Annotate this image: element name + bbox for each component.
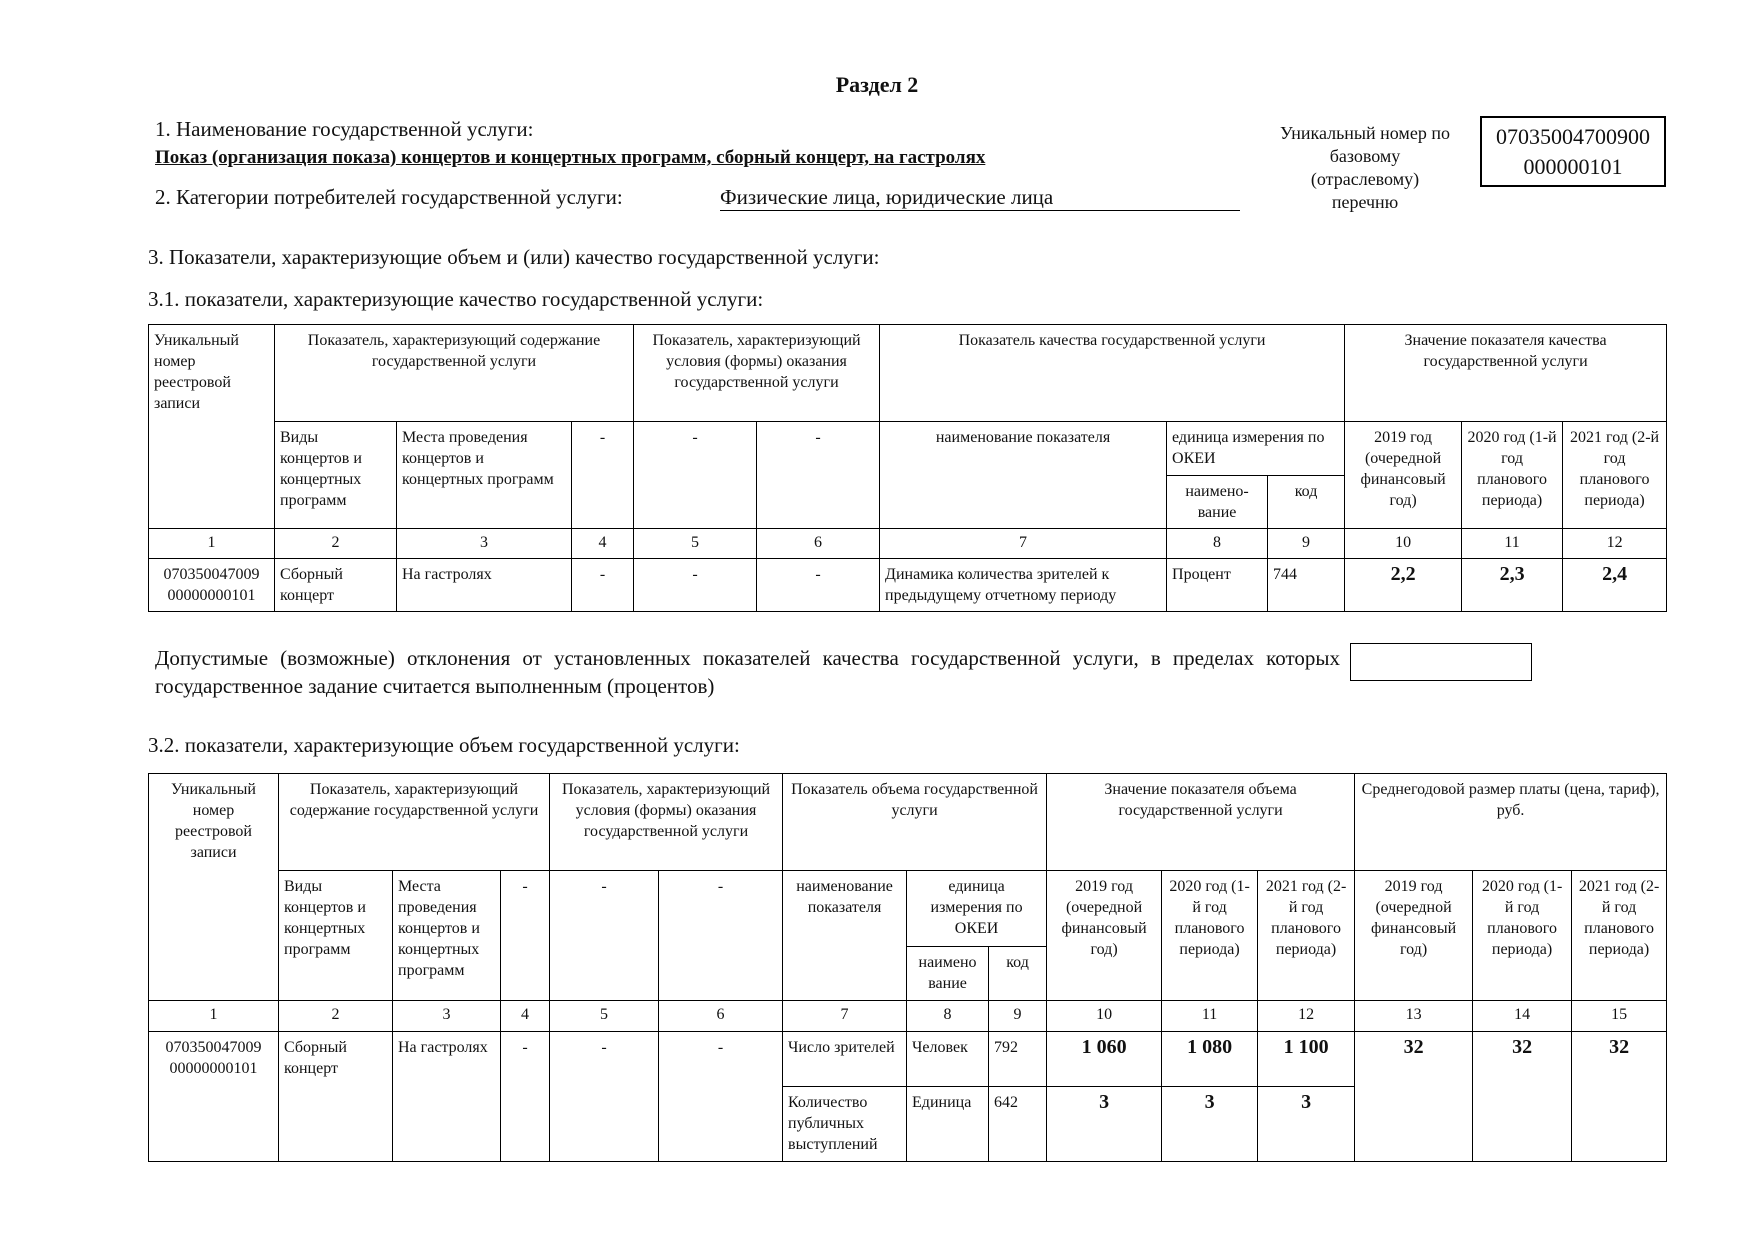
v-colnum-row xyxy=(149,1001,1667,1032)
v-colnum: 7 xyxy=(783,1001,907,1032)
v-colnum: 15 xyxy=(1572,1001,1667,1032)
v-sub-price-2020: 2020 год (1-й год планового периода) xyxy=(1473,871,1572,1001)
v-h-unique: Уникальный номер реестровой записи xyxy=(149,774,279,1001)
v-row-id: 070350047009 00000000101 xyxy=(149,1032,279,1162)
q-row-d5: - xyxy=(634,559,757,612)
v-h-price: Среднегодовой размер платы (цена, тариф), руб. xyxy=(1355,774,1667,871)
v-colnum: 10 xyxy=(1047,1001,1162,1032)
q-sub-unit: единица измерения по ОКЕИ xyxy=(1167,422,1345,476)
q-colnum-row xyxy=(149,529,1667,559)
v-row-p2020: 32 xyxy=(1473,1032,1572,1162)
q-h-unique: Уникальный номер реестровой записи xyxy=(149,325,275,529)
q-colnum: 2 xyxy=(275,529,397,559)
consumers-label: 2. Категории потребителей государственной услуги: xyxy=(155,185,623,209)
v-colnum: 1 xyxy=(149,1001,279,1032)
q-row-code: 744 xyxy=(1268,559,1345,612)
v-row-v2-2020: 3 xyxy=(1162,1087,1258,1162)
q-sub-2019: 2019 год (очередной финансовый год) xyxy=(1345,422,1462,529)
q-row-d4: - xyxy=(572,559,634,612)
v-sub-2020: 2020 год (1-й год планового периода) xyxy=(1162,871,1258,1001)
v-h-content: Показатель, характеризующий содержание государственной услуги xyxy=(279,774,550,871)
q-row-indicator: Динамика количества зрителей к предыдущему отчетному периоду xyxy=(880,559,1167,612)
q-sub-2020: 2020 год (1-й год планового периода) xyxy=(1462,422,1563,529)
v-row-type: Сборный концерт xyxy=(279,1032,393,1162)
v-row-unit1: Человек xyxy=(907,1032,989,1087)
volume-table xyxy=(148,773,1667,1162)
q-row-v2021: 2,4 xyxy=(1563,559,1667,612)
v-colnum: 12 xyxy=(1258,1001,1355,1032)
v-row-v1-2020: 1 080 xyxy=(1162,1032,1258,1087)
q-row-v2019: 2,2 xyxy=(1345,559,1462,612)
q-colnum: 4 xyxy=(572,529,634,559)
v-row-v2-2021: 3 xyxy=(1258,1087,1355,1162)
v-row-code2: 642 xyxy=(989,1087,1047,1162)
v-sub-types: Виды концертов и концертных программ xyxy=(279,871,393,1001)
v-row-d4: - xyxy=(501,1032,550,1162)
q-colnum: 7 xyxy=(880,529,1167,559)
q-colnum: 9 xyxy=(1268,529,1345,559)
q-sub-dash-6: - xyxy=(757,422,880,529)
q-sub-2021: 2021 год (2-й год планового периода) xyxy=(1563,422,1667,529)
q-colnum: 12 xyxy=(1563,529,1667,559)
q-sub-dash-4: - xyxy=(572,422,634,529)
v-colnum: 4 xyxy=(501,1001,550,1032)
v-row-code1: 792 xyxy=(989,1032,1047,1087)
v-h-value: Значение показателя объема государственной услуги xyxy=(1047,774,1355,871)
q-row-unit: Процент xyxy=(1167,559,1268,612)
q-sub-dash-5: - xyxy=(634,422,757,529)
v-sub-dash-5: - xyxy=(550,871,659,1001)
v-colnum: 8 xyxy=(907,1001,989,1032)
v-sub-places: Места проведения концертов и концертных программ xyxy=(393,871,501,1001)
q-sub-indicator-name: наименование показателя xyxy=(880,422,1167,529)
registry-label: Уникальный номер по базовому (отраслевому) перечню xyxy=(1280,123,1450,212)
heading-3: 3. Показатели, характеризующие объем и (или) качество государственной услуги: xyxy=(148,245,880,269)
q-sub-unit-name: наимено-вание xyxy=(1167,476,1268,529)
v-row-ind1: Число зрителей xyxy=(783,1032,907,1087)
deviation-text: Допустимые (возможные) отклонения от установленных показателей качества государственной услуги, в пределах которых государственное задание считается выполненным (процентов) xyxy=(155,646,1340,698)
q-h-quality: Показатель качества государственной услуги xyxy=(880,325,1345,422)
v-data-row-1 xyxy=(149,1032,1667,1087)
v-row-v2-2019: 3 xyxy=(1047,1087,1162,1162)
v-row-p2019: 32 xyxy=(1355,1032,1473,1162)
q-row-id: 070350047009 00000000101 xyxy=(149,559,275,612)
v-h-volume: Показатель объема государственной услуги xyxy=(783,774,1047,871)
q-colnum: 3 xyxy=(397,529,572,559)
registry-number-box: 07035004700900 000000101 xyxy=(1480,116,1666,187)
v-row-ind2: Количество публичных выступлений xyxy=(783,1087,907,1162)
q-sub-unit-code: код xyxy=(1268,476,1345,529)
v-colnum: 14 xyxy=(1473,1001,1572,1032)
v-colnum: 11 xyxy=(1162,1001,1258,1032)
section-title: Раздел 2 xyxy=(835,72,919,97)
q-sub-types: Виды концертов и концертных программ xyxy=(275,422,397,529)
q-colnum: 6 xyxy=(757,529,880,559)
v-sub-price-2019: 2019 год (очередной финансовый год) xyxy=(1355,871,1473,1001)
v-h-conditions: Показатель, характеризующий условия (формы) оказания государственной услуги xyxy=(550,774,783,871)
q-h-conditions: Показатель, характеризующий условия (формы) оказания государственной услуги xyxy=(634,325,880,422)
q-colnum: 11 xyxy=(1462,529,1563,559)
v-sub-price-2021: 2021 год (2-й год планового периода) xyxy=(1572,871,1667,1001)
v-sub-dash-6: - xyxy=(659,871,783,1001)
q-colnum: 8 xyxy=(1167,529,1268,559)
v-sub-unit-code: код xyxy=(989,947,1047,1001)
v-sub-2021: 2021 год (2-й год планового периода) xyxy=(1258,871,1355,1001)
q-row-d6: - xyxy=(757,559,880,612)
deviation-input[interactable] xyxy=(1350,643,1532,681)
q-row-type: Сборный концерт xyxy=(275,559,397,612)
v-sub-unit-name: наимено вание xyxy=(907,947,989,1001)
v-row-place: На гастролях xyxy=(393,1032,501,1162)
q-row-place: На гастролях xyxy=(397,559,572,612)
q-colnum: 10 xyxy=(1345,529,1462,559)
service-name: Показ (организация показа) концертов и концертных программ, сборный концерт, на гастролях xyxy=(155,147,986,168)
heading-3-2: 3.2. показатели, характеризующие объем государственной услуги: xyxy=(148,733,740,757)
service-name-label: 1. Наименование государственной услуги: xyxy=(155,117,534,141)
v-row-d6: - xyxy=(659,1032,783,1162)
v-colnum: 3 xyxy=(393,1001,501,1032)
v-sub-indicator-name: наименование показателя xyxy=(783,871,907,1001)
consumers-value: Физические лица, юридические лица xyxy=(720,185,1240,211)
heading-3-1: 3.1. показатели, характеризующие качество государственной услуги: xyxy=(148,287,764,311)
q-sub-places: Места проведения концертов и концертных программ xyxy=(397,422,572,529)
v-sub-2019: 2019 год (очередной финансовый год) xyxy=(1047,871,1162,1001)
v-colnum: 5 xyxy=(550,1001,659,1032)
q-h-value: Значение показателя качества государственной услуги xyxy=(1345,325,1667,422)
v-row-v1-2021: 1 100 xyxy=(1258,1032,1355,1087)
q-colnum: 5 xyxy=(634,529,757,559)
v-row-d5: - xyxy=(550,1032,659,1162)
q-h-content: Показатель, характеризующий содержание государственной услуги xyxy=(275,325,634,422)
quality-table xyxy=(148,324,1667,612)
v-colnum: 2 xyxy=(279,1001,393,1032)
v-row-unit2: Единица xyxy=(907,1087,989,1162)
v-sub-dash-4: - xyxy=(501,871,550,1001)
v-row-p2021: 32 xyxy=(1572,1032,1667,1162)
v-colnum: 9 xyxy=(989,1001,1047,1032)
v-row-v1-2019: 1 060 xyxy=(1047,1032,1162,1087)
v-colnum: 6 xyxy=(659,1001,783,1032)
v-sub-unit: единица измерения по ОКЕИ xyxy=(907,871,1047,947)
q-row-v2020: 2,3 xyxy=(1462,559,1563,612)
q-data-row xyxy=(149,559,1667,612)
v-colnum: 13 xyxy=(1355,1001,1473,1032)
q-colnum: 1 xyxy=(149,529,275,559)
